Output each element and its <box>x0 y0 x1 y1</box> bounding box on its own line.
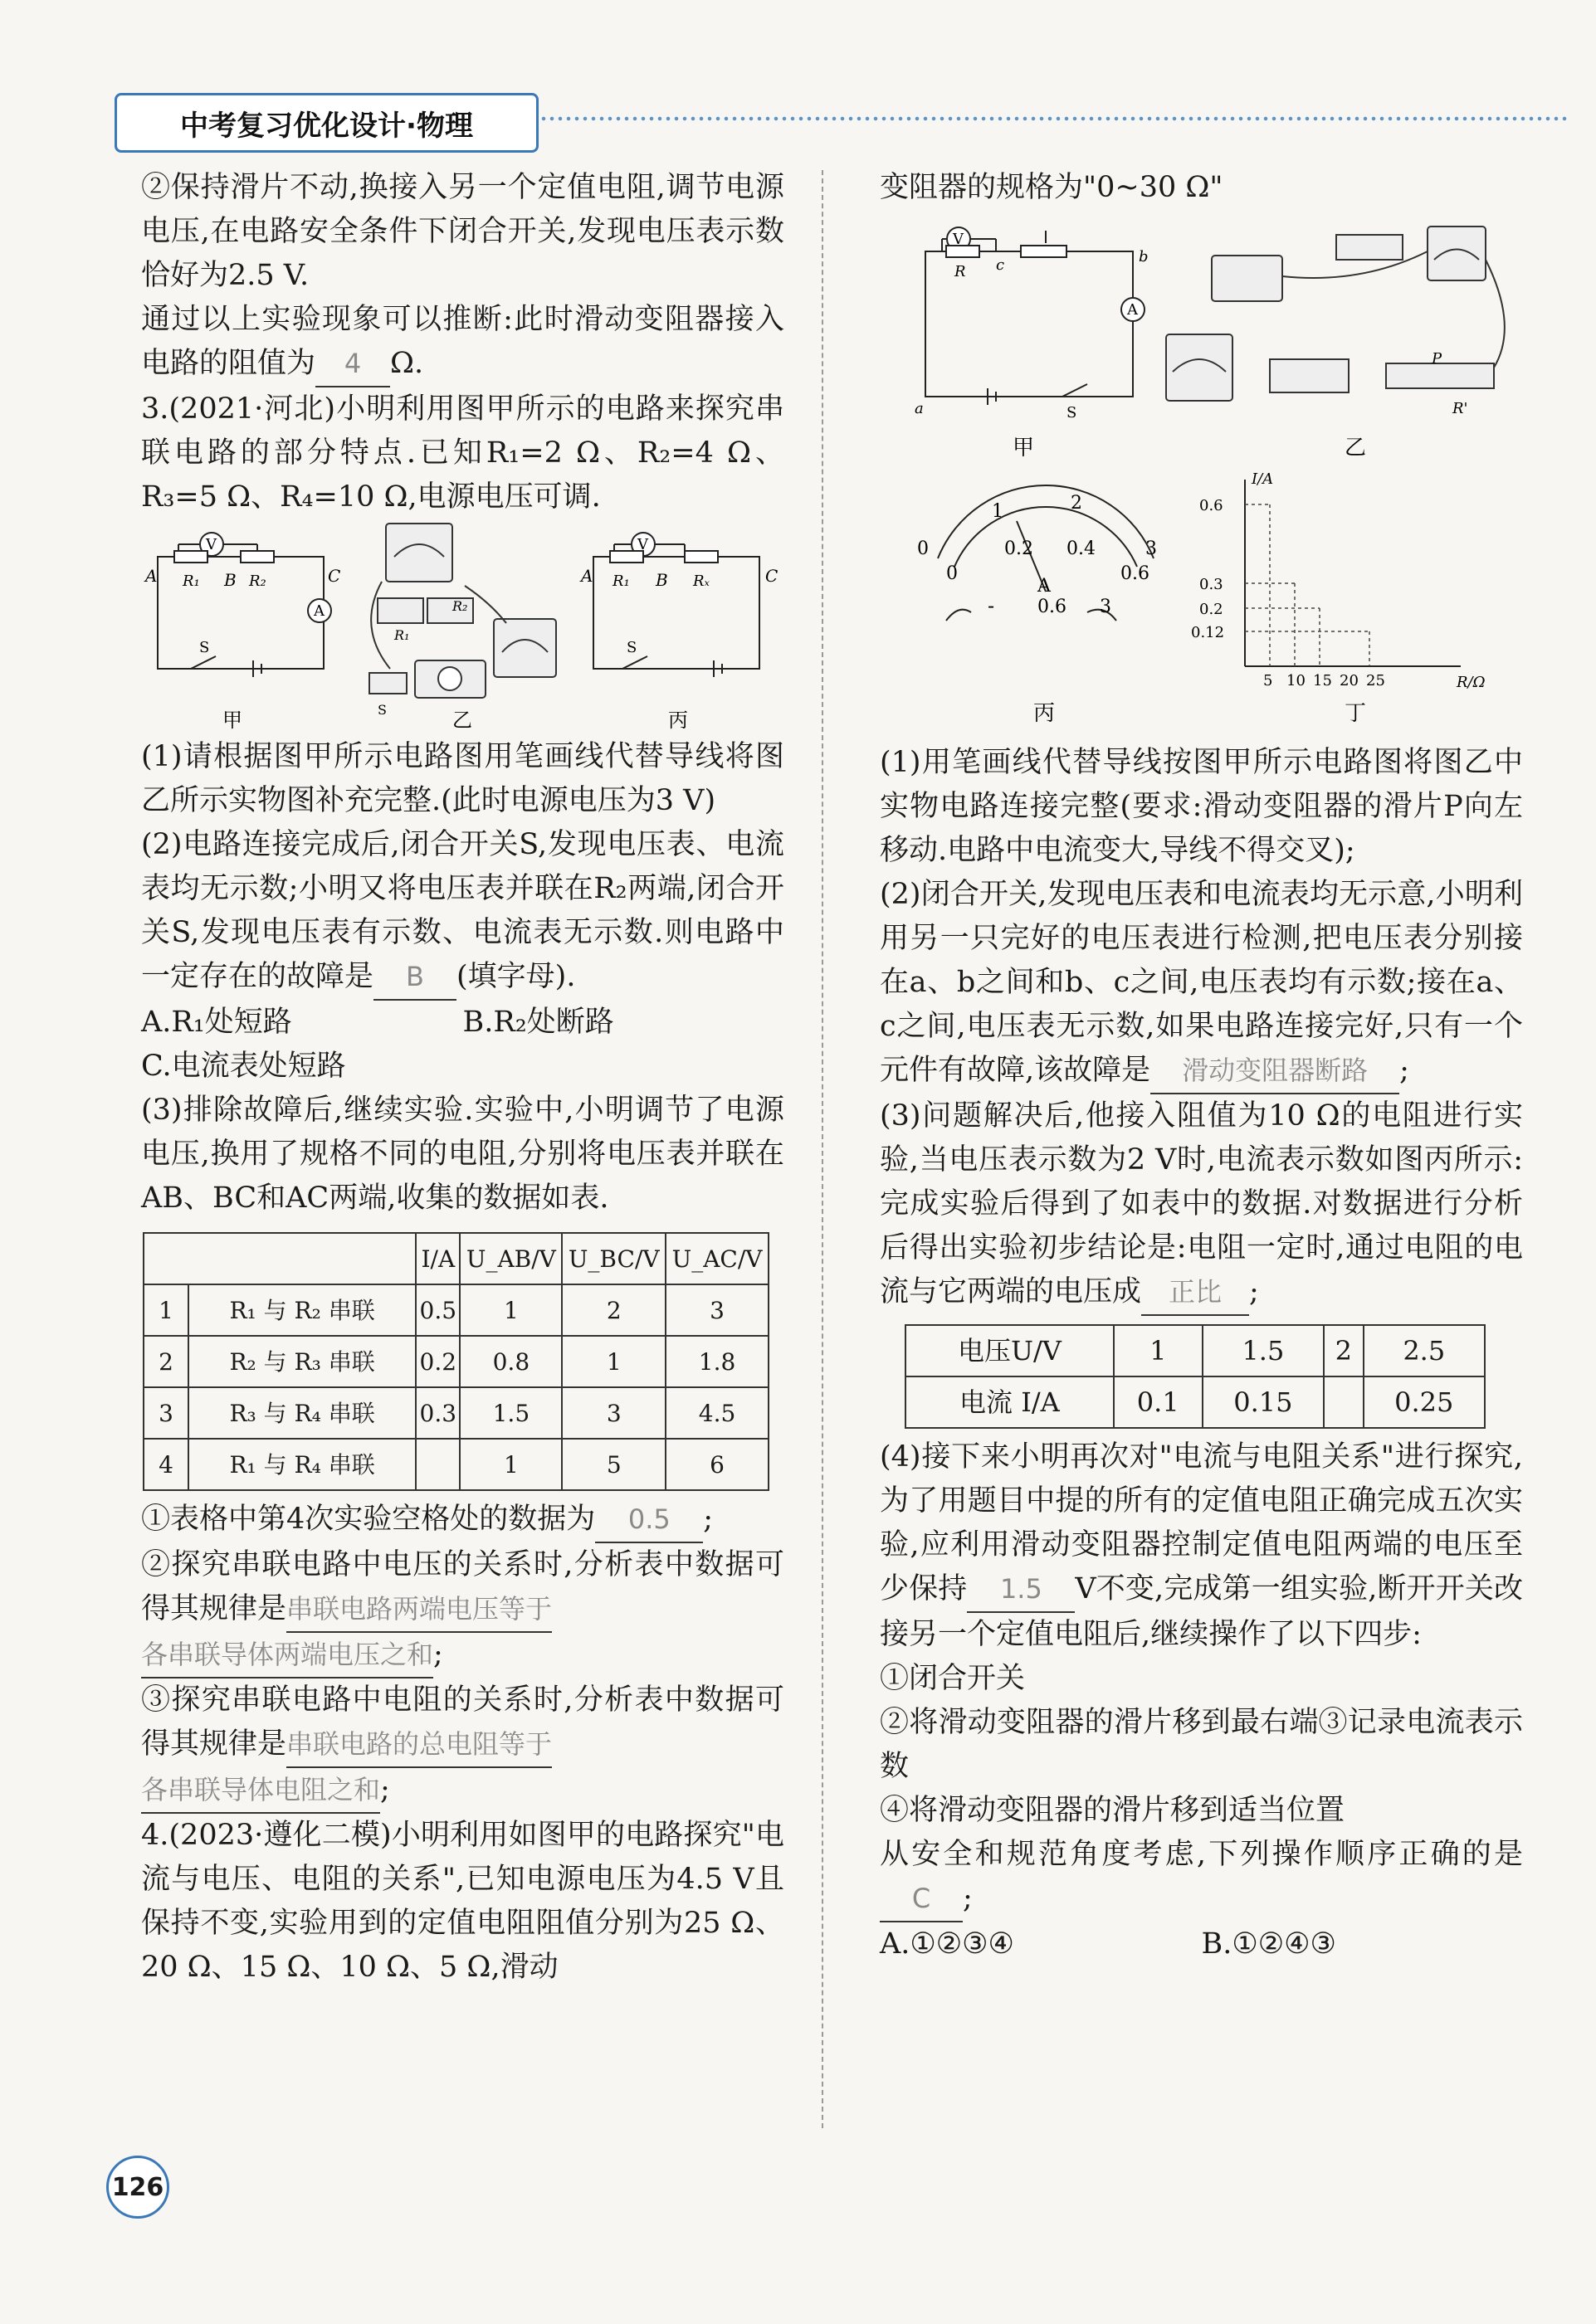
table-cell <box>1324 1376 1363 1428</box>
answer-blank: 滑动变阻器断路 <box>1150 1049 1399 1094</box>
table-row <box>144 1284 769 1336</box>
page-number: 126 <box>106 2156 169 2219</box>
ammeter-label: A <box>314 602 325 620</box>
r2-label-yi: R₂ <box>452 598 468 614</box>
voltmeter-label: V <box>206 536 217 553</box>
table-cell: 4.5 <box>666 1387 769 1439</box>
question-3-intro: 3.(2021·河北)小明利用图甲所示的电路来探究串联电路的部分特点.已知R₁=2 Ω、R₂=4 Ω、R₃=5 Ω、R₄=10 Ω,电源电压可调. <box>141 392 784 514</box>
text: Ω. <box>390 347 424 380</box>
table-cell <box>416 1439 460 1490</box>
header-dotted-rule <box>539 116 1569 121</box>
step-2-3: ②将滑动变阻器的滑片移到最右端③记录电流表示数 <box>880 1706 1523 1783</box>
answer-blank: 0.5 <box>595 1498 703 1543</box>
text: ; <box>1399 1054 1409 1087</box>
table-header-cell: I/A <box>416 1233 460 1284</box>
table-cell: 1 <box>1114 1325 1203 1376</box>
q4-part1: (1)用笔画线代替导线按图甲所示电路图将图乙中实物电路连接完整(要求:滑动变阻器的滑片P向左移动.电路中电流变大,导线不得交叉); <box>880 746 1523 867</box>
rx-label-bing: Rₓ <box>693 572 710 590</box>
answer-blank: 串联电路的总电阻等于 <box>286 1722 552 1768</box>
question-4-intro: 4.(2023·遵化二模)小明利用如图甲的电路探究"电流与电压、电阻的关系",已知电源电压为4.5 V且保持不变,实验用到的定值电阻阻值分别为25 Ω、20 Ω、15 Ω、10 Ω、5 Ω,滑动 <box>141 1819 784 1984</box>
table-row <box>144 1439 769 1490</box>
answer-blank: C <box>880 1877 963 1922</box>
q3-figures <box>141 519 784 735</box>
table-cell: 电压U/V <box>905 1325 1114 1376</box>
text: ; <box>963 1882 973 1915</box>
terminal-minus: - <box>988 594 995 617</box>
node-a-q4: a <box>915 400 924 417</box>
node-b-q4: b <box>1139 248 1149 266</box>
node-b: B <box>224 570 237 590</box>
fig-label-yi: 乙 <box>452 709 472 732</box>
table-cell: 2 <box>562 1284 666 1336</box>
option-c: C.电流表处短路 <box>141 1050 346 1083</box>
graph-xlabel: R/Ω <box>1457 674 1486 691</box>
table-cell: 2 <box>144 1336 188 1387</box>
text: ③探究串联电路中电阻的关系时,分析表中数据可得其规律是 <box>141 1683 784 1761</box>
table-cell: R₂ 与 R₃ 串联 <box>188 1336 416 1387</box>
table-row <box>144 1336 769 1387</box>
ytick: 0.3 <box>1199 576 1223 593</box>
option-b: B.R₂处断路 <box>462 1006 614 1039</box>
text: (2)电路连接完成后,闭合开关S,发现电压表、电流表均无示数;小明又将电压表并联在R₂两端,闭合开关S,发现电压表有示数、电流表无示数.则电路中一定存在的故障是 <box>141 828 784 993</box>
sub-question-1 <box>141 1498 784 1543</box>
voltmeter-label-q4: V <box>953 231 964 248</box>
q4-data-table <box>905 1324 1486 1429</box>
table-cell: 0.1 <box>1114 1376 1203 1428</box>
circuit-diagram-jia <box>158 533 331 677</box>
i-r-graph <box>1245 480 1461 666</box>
node-c-q4: c <box>996 256 1005 274</box>
answer-blank: B <box>373 955 456 1001</box>
table-cell: 6 <box>666 1439 769 1490</box>
table-cell: 0.2 <box>416 1336 460 1387</box>
table-cell: R₃ 与 R₄ 串联 <box>188 1387 416 1439</box>
text: 通过以上实验现象可以推断:此时滑动变阻器接入电路的阻值为 <box>141 303 784 380</box>
table-cell: 0.3 <box>416 1387 460 1439</box>
apparatus-photo-yi-q4 <box>1166 227 1505 401</box>
table-cell: 1 <box>144 1284 188 1336</box>
table-header-cell: U_BC/V <box>562 1233 666 1284</box>
q4-figures-bottom <box>880 467 1523 741</box>
terminal-0-6: 0.6 <box>1037 597 1066 617</box>
table-cell: 2.5 <box>1364 1325 1485 1376</box>
q4-part3 <box>880 1094 1523 1316</box>
table-cell: 0.5 <box>416 1284 460 1336</box>
answer-blank: 各串联导体两端电压之和 <box>141 1633 433 1678</box>
dial-top-2: 2 <box>1071 493 1082 514</box>
answer-blank: 1.5 <box>967 1567 1075 1613</box>
left-text-1: ②保持滑片不动,换接入另一个定值电阻,调节电源电压,在电路安全条件下闭合开关,发现电压表示数恰好为2.5 V. <box>141 171 784 292</box>
table-row <box>144 1387 769 1439</box>
xtick: 25 <box>1366 672 1385 689</box>
dial-bottom-2: 0.4 <box>1066 538 1096 559</box>
table-cell: 3 <box>666 1284 769 1336</box>
q3-options-ab <box>141 1001 784 1045</box>
text: V不变,完成第一组实验,断开开关改接另一个定值电阻后,继续操作了以下四步: <box>880 1572 1523 1651</box>
fig-label-jia: 甲 <box>222 709 242 732</box>
r1-label-bing: R₁ <box>613 572 630 590</box>
table-cell: 0.15 <box>1203 1376 1324 1428</box>
r1-label: R₁ <box>183 572 200 590</box>
option-a: A.R₁处短路 <box>141 1006 292 1039</box>
header-title: 中考复习优化设计·物理 <box>115 93 539 153</box>
switch-label-bing: S <box>627 639 637 656</box>
q3-data-table <box>143 1232 769 1491</box>
q4-figures-top <box>880 210 1523 467</box>
table-header-cell: U_AB/V <box>460 1233 562 1284</box>
circuit-diagram-jia-q4 <box>925 227 1145 405</box>
graph-ylabel: I/A <box>1252 470 1274 488</box>
fig-label-yi-q4: 乙 <box>1345 436 1367 460</box>
table-cell: R₁ 与 R₄ 串联 <box>188 1439 416 1490</box>
option-b: B.①②④③ <box>1201 1927 1336 1961</box>
table-header-cell: U_AC/V <box>666 1233 769 1284</box>
dial-top-0: 0 <box>917 538 929 559</box>
right-text-0: 变阻器的规格为"0~30 Ω" <box>880 171 1223 204</box>
text: ②探究串联电路中电压的关系时,分析表中数据可得其规律是 <box>141 1548 784 1625</box>
text: (3)问题解决后,他接入阻值为10 Ω的电阻进行实验,当电压表示数为2 V时,电流表示数如图丙所示:完成实验后得到了如表中的数据.对数据进行分析后得出实验初步结论是:电阻一定时,通过电阻的电流与它两端的电压成 <box>880 1099 1523 1308</box>
terminal-3: 3 <box>1100 597 1111 617</box>
text: ; <box>1249 1275 1259 1308</box>
table-cell: 5 <box>562 1439 666 1490</box>
table-cell: 4 <box>144 1439 188 1490</box>
r-label-q4: R <box>954 263 966 280</box>
answer-blank: 各串联导体电阻之和 <box>141 1768 380 1814</box>
dial-unit: A <box>1037 576 1051 597</box>
table-cell: R₁ 与 R₂ 串联 <box>188 1284 416 1336</box>
text: (4)接下来小明再次对"电流与电阻关系"进行探究,为了用题目中提的所有的定值电阻正确完成五次实验,应利用滑动变阻器控制定值电阻两端的电压至少保持 <box>880 1440 1523 1605</box>
table-cell: 2 <box>1324 1325 1363 1376</box>
text: ; <box>380 1773 390 1806</box>
table-cell: 1.5 <box>460 1387 562 1439</box>
option-a: A.①②③④ <box>880 1927 1014 1961</box>
table-cell: 1.5 <box>1203 1325 1324 1376</box>
table-header-row <box>144 1233 769 1284</box>
table-cell: 0.25 <box>1364 1376 1485 1428</box>
table-cell: 电流 I/A <box>905 1376 1114 1428</box>
table-row <box>905 1325 1485 1376</box>
table-header-cell <box>144 1233 416 1284</box>
step-1: ①闭合开关 <box>880 1662 1026 1695</box>
sub-question-2 <box>141 1543 784 1678</box>
ytick: 0.12 <box>1191 624 1225 641</box>
text: ; <box>433 1638 443 1671</box>
node-a: A <box>145 566 158 586</box>
left-column <box>141 166 784 1990</box>
xtick: 20 <box>1340 672 1359 689</box>
fig-label-jia-q4: 甲 <box>1013 436 1035 460</box>
text: ①表格中第4次实验空格处的数据为 <box>141 1503 596 1536</box>
switch-label-yi: S <box>378 702 387 718</box>
right-column <box>880 166 1523 1966</box>
ammeter-label-q4: A <box>1127 301 1138 319</box>
text: ; <box>703 1503 714 1536</box>
q3-part3: (3)排除故障后,继续实验.实验中,小明调节了电源电压,换用了规格不同的电阻,分别将电压表并联在AB、BC和AC两端,收集的数据如表. <box>141 1094 784 1215</box>
switch-label-q4: S <box>1066 404 1077 421</box>
answer-blank: 串联电路两端电压等于 <box>286 1587 552 1633</box>
q4-part4 <box>880 1435 1523 1657</box>
node-c: C <box>328 566 341 586</box>
dial-bottom-0: 0 <box>946 563 958 584</box>
table-cell: 1.8 <box>666 1336 769 1387</box>
xtick: 15 <box>1313 672 1332 689</box>
left-text-2 <box>141 298 784 387</box>
q4-part2 <box>880 873 1523 1094</box>
text: 从安全和规范角度考虑,下列操作顺序正确的是 <box>880 1838 1523 1871</box>
table-cell: 0.8 <box>460 1336 562 1387</box>
table-row <box>905 1376 1485 1428</box>
dial-top-3: 3 <box>1145 538 1157 559</box>
rprime-label-q4: R' <box>1452 400 1468 417</box>
xtick: 10 <box>1286 672 1306 689</box>
dial-bottom-3: 0.6 <box>1120 563 1149 584</box>
sub-question-3 <box>141 1678 784 1814</box>
q3-part1: (1)请根据图甲所示电路图用笔画线代替导线将图乙所示实物图补充完整.(此时电源电压为3 V) <box>141 740 784 817</box>
fig-label-ding-q4: 丁 <box>1345 701 1367 726</box>
node-b-bing: B <box>656 570 668 590</box>
circuit-diagram-bing <box>593 533 759 677</box>
column-divider <box>822 170 823 2128</box>
r2-label: R₂ <box>249 572 266 590</box>
node-a-bing: A <box>581 566 593 586</box>
voltmeter-label-bing: V <box>637 536 648 553</box>
table-cell: 1 <box>562 1336 666 1387</box>
answer-blank: 正比 <box>1141 1270 1249 1316</box>
ytick: 0.6 <box>1199 497 1223 514</box>
xtick: 5 <box>1263 672 1273 689</box>
switch-label: S <box>199 639 210 656</box>
table-cell: 3 <box>144 1387 188 1439</box>
table-cell: 3 <box>562 1387 666 1439</box>
q3-part2 <box>141 823 784 1001</box>
p-label-q4: P <box>1432 350 1442 368</box>
text: (2)闭合开关,发现电压表和电流表均无示意,小明利用另一只完好的电压表进行检测,把电压表分别接在a、b之间和b、c之间,电压表均有示数;接在a、c之间,电压表无示数,如果电路连接完好,只有一个元件有故障,该故障是 <box>880 878 1523 1087</box>
q4-options <box>880 1922 1523 1966</box>
step-4: ④将滑动变阻器的滑片移到适当位置 <box>880 1794 1345 1827</box>
dial-top-1: 1 <box>992 501 1003 522</box>
text: (填字母). <box>456 960 576 993</box>
node-c-bing: C <box>765 566 778 586</box>
fig-label-bing-q4: 丙 <box>1033 701 1056 726</box>
table-cell: 1 <box>460 1284 562 1336</box>
answer-blank: 4 <box>315 342 390 387</box>
q4-order-question <box>880 1833 1523 1922</box>
fig-label-bing: 丙 <box>668 709 688 732</box>
r1-label-yi: R₁ <box>394 627 410 643</box>
table-cell: 1 <box>460 1439 562 1490</box>
dial-bottom-1: 0.2 <box>1004 538 1033 559</box>
ytick: 0.2 <box>1199 601 1223 618</box>
